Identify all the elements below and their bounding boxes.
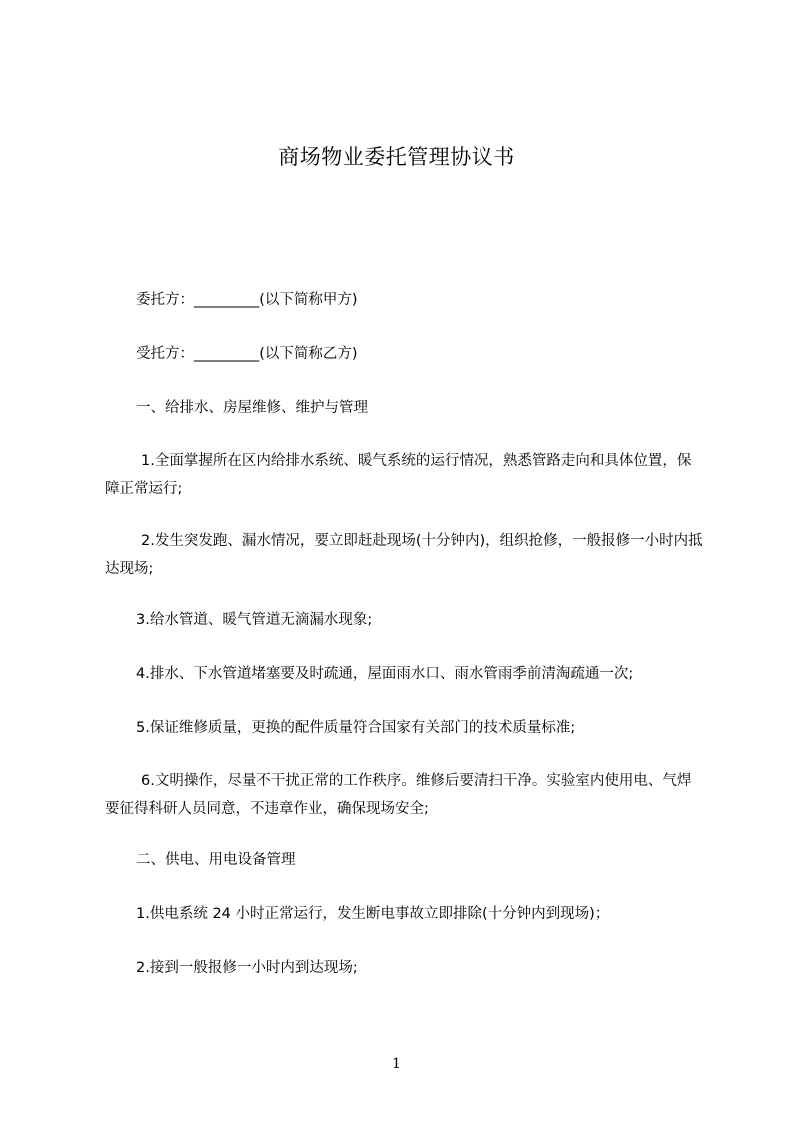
clause-water-6: 6.文明操作，尽量不干扰正常的工作秩序。维修后要清扫干净。实验室内使用电、气焊要征得科研人员同意，不违章作业，确保现场安全; (105, 773, 692, 817)
clause-water-3: 3.给水管道、暖气管道无滴漏水现象; (136, 612, 373, 628)
section-heading-water-building: 一、给排水、房屋维修、维护与管理 (136, 400, 368, 416)
clause-water-1: 1.全面掌握所在区内给排水系统、暖气系统的运行情况，熟悉管路走向和具体位置，保障正常运行; (105, 453, 692, 497)
section-heading-power: 二、供电、用电设备管理 (136, 852, 296, 868)
clause-power-1: 1.供电系统 24 小时正常运行，发生断电事故立即排除(十分钟内到现场)； (136, 906, 610, 922)
document-title: 商场物业委托管理协议书 (278, 145, 515, 169)
clause-power-2: 2.接到一般报修一小时内到达现场; (136, 960, 358, 976)
clause-water-5: 5.保证维修质量，更换的配件质量符合国家有关部门的技术质量标准; (136, 720, 576, 736)
clause-water-2: 2.发生突发跑、漏水情况，要立即赶赴现场(十分钟内)，组织抢修，一般报修一小时内抵达现场; (105, 533, 703, 577)
page-number: 1 (392, 1056, 401, 1072)
clause-water-4: 4.排水、下水管道堵塞要及时疏通，屋面雨水口、雨水管雨季前清淘疏通一次; (136, 666, 634, 682)
clause-client: 委托方：_________(以下简称甲方) (136, 292, 358, 308)
clause-contractor: 受托方：_________(以下简称乙方) (136, 346, 358, 362)
